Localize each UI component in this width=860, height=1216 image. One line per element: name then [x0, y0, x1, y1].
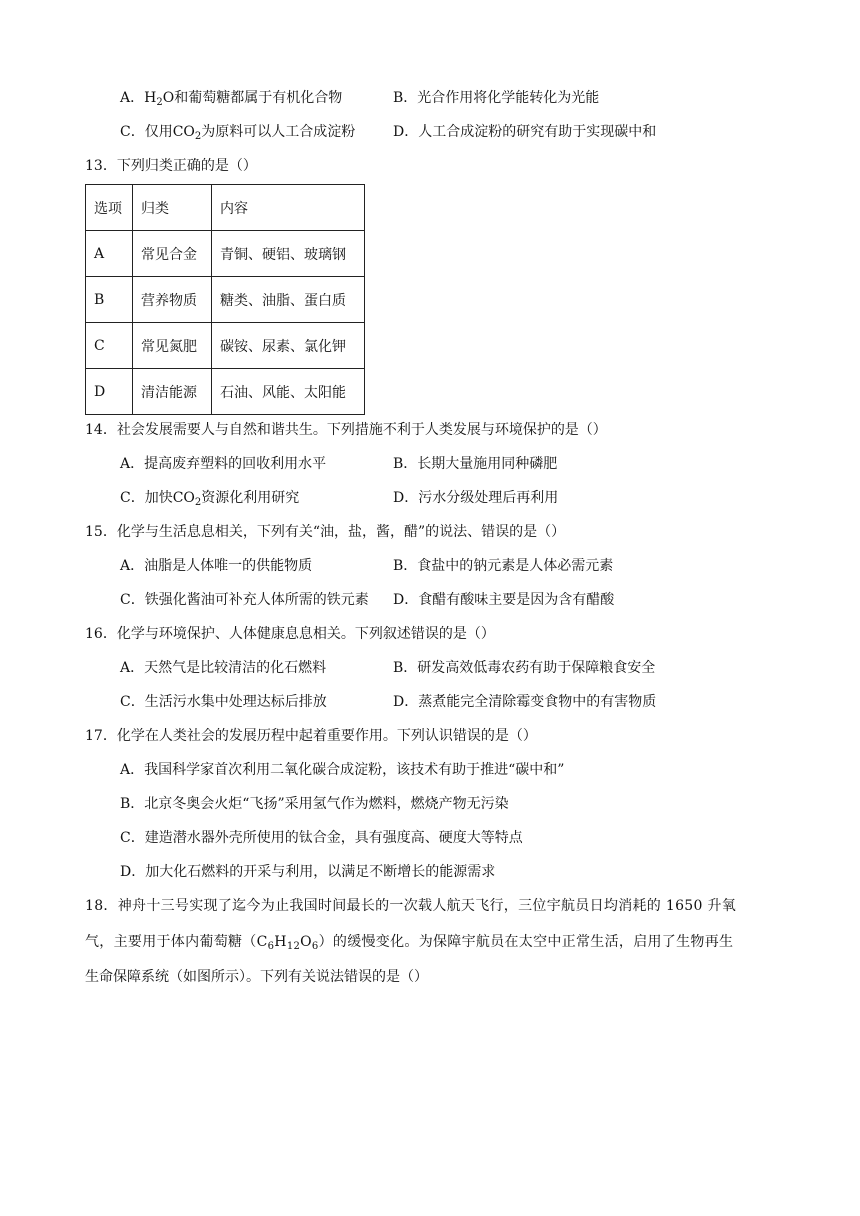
table-cell: 石油、风能、太阳能 [212, 369, 365, 415]
table-row [86, 277, 365, 323]
q18-stem-line-2 [85, 932, 733, 952]
formula: CO [172, 124, 195, 140]
formula: H [274, 934, 287, 950]
q16-option-b: B．研发高效低毒农药有助于保障粮食安全 [393, 660, 656, 676]
subscript: 6 [311, 941, 319, 952]
subscript: 6 [267, 941, 275, 952]
table-header-cell: 选项 [86, 185, 133, 231]
q15-option-d: D．食醋有酸味主要是因为含有醋酸 [393, 592, 615, 608]
subscript: 2 [194, 131, 202, 142]
q17-option-c: C．建造潜水器外壳所使用的钛合金，具有强度高、硬度大等特点 [120, 830, 523, 846]
subscript: 12 [286, 941, 301, 952]
q17-option-a: A．我国科学家首次利用二氧化碳合成淀粉，该技术有助于推进“碳中和” [120, 762, 565, 778]
q16-option-d: D．蒸煮能完全清除霉变食物中的有害物质 [393, 694, 657, 710]
q16-option-c: C．生活污水集中处理达标后排放 [120, 694, 327, 710]
table-cell: 常见氮肥 [133, 323, 212, 369]
table-cell: 营养物质 [133, 277, 212, 323]
option-label: A． [120, 90, 145, 106]
q16-stem: 16．化学与环境保护、人体健康息息相关。下列叙述错误的是（） [85, 626, 495, 642]
table-row [86, 369, 365, 415]
q18-stem-line-1: 18．神舟十三号实现了迄今为止我国时间最长的一次载人航天飞行，三位宇航员日均消耗的 1650 升氧 [85, 898, 737, 914]
table-cell: 青铜、硬铝、玻璃钢 [212, 231, 365, 277]
table-header-row [86, 185, 365, 231]
q14-option-c [120, 488, 299, 508]
q15-option-a: A．油脂是人体唯一的供能物质 [120, 558, 313, 574]
option-label: C．仅用 [120, 124, 173, 140]
q15-option-b: B．食盐中的钠元素是人体必需元素 [393, 558, 614, 574]
table-row [86, 231, 365, 277]
q12-option-d: D．人工合成淀粉的研究有助于实现碳中和 [393, 124, 657, 140]
table-row [86, 323, 365, 369]
subscript: 2 [156, 97, 163, 108]
q14-option-b: B．长期大量施用同种磷肥 [393, 456, 558, 472]
q16-option-a: A．天然气是比较清洁的化石燃料 [120, 660, 327, 676]
formula: H [144, 90, 157, 106]
option-text: 资源化利用研究 [201, 490, 300, 506]
q12-option-c [120, 122, 355, 142]
formula: CO [172, 490, 195, 506]
q14-option-d: D．污水分级处理后再利用 [393, 490, 559, 506]
table-cell: 糖类、油脂、蛋白质 [212, 277, 365, 323]
q15-stem: 15．化学与生活息息相关，下列有关“油，盐，酱，醋”的说法、错误的是（） [85, 524, 566, 540]
formula: O [300, 934, 312, 950]
table-header-cell: 归类 [133, 185, 212, 231]
q13-stem: 13．下列归类正确的是（） [85, 158, 257, 174]
q17-option-d: D．加大化石燃料的开采与利用，以满足不断增长的能源需求 [120, 864, 496, 880]
q17-option-b: B．北京冬奥会火炬“飞扬”采用氢气作为燃料，燃烧产物无污染 [120, 796, 509, 812]
q14-option-a: A．提高废弃塑料的回收利用水平 [120, 456, 327, 472]
table-cell: 清洁能源 [133, 369, 212, 415]
q18-stem-line-3: 生命保障系统（如图所示）。下列有关说法错误的是（） [85, 969, 428, 985]
q14-stem: 14．社会发展需要人与自然和谐共生。下列措施不利于人类发展与环境保护的是（） [85, 422, 607, 438]
option-text: 为原料可以人工合成淀粉 [201, 124, 356, 140]
q12-option-b: B．光合作用将化学能转化为光能 [393, 90, 600, 106]
q13-classification-table [85, 184, 365, 415]
stem-text: ）的缓慢变化。为保障宇航员在太空中正常生活，启用了生物再生 [318, 934, 734, 950]
table-cell: A [86, 231, 133, 277]
table-cell: B [86, 277, 133, 323]
subscript: 2 [194, 497, 202, 508]
q17-stem: 17．化学在人类社会的发展历程中起着重要作用。下列认识错误的是（） [85, 728, 537, 744]
option-text: 和葡萄糖都属于有机化合物 [174, 90, 343, 106]
table-cell: D [86, 369, 133, 415]
formula: O [162, 90, 175, 106]
table-header-cell: 内容 [212, 185, 365, 231]
table-cell: C [86, 323, 133, 369]
stem-text: 气，主要用于体内葡萄糖（C [85, 934, 268, 950]
table-cell: 碳铵、尿素、氯化钾 [212, 323, 365, 369]
q12-option-a [120, 88, 342, 108]
q15-option-c: C．铁强化酱油可补充人体所需的铁元素 [120, 592, 369, 608]
option-label: C．加快 [120, 490, 173, 506]
table-cell: 常见合金 [133, 231, 212, 277]
